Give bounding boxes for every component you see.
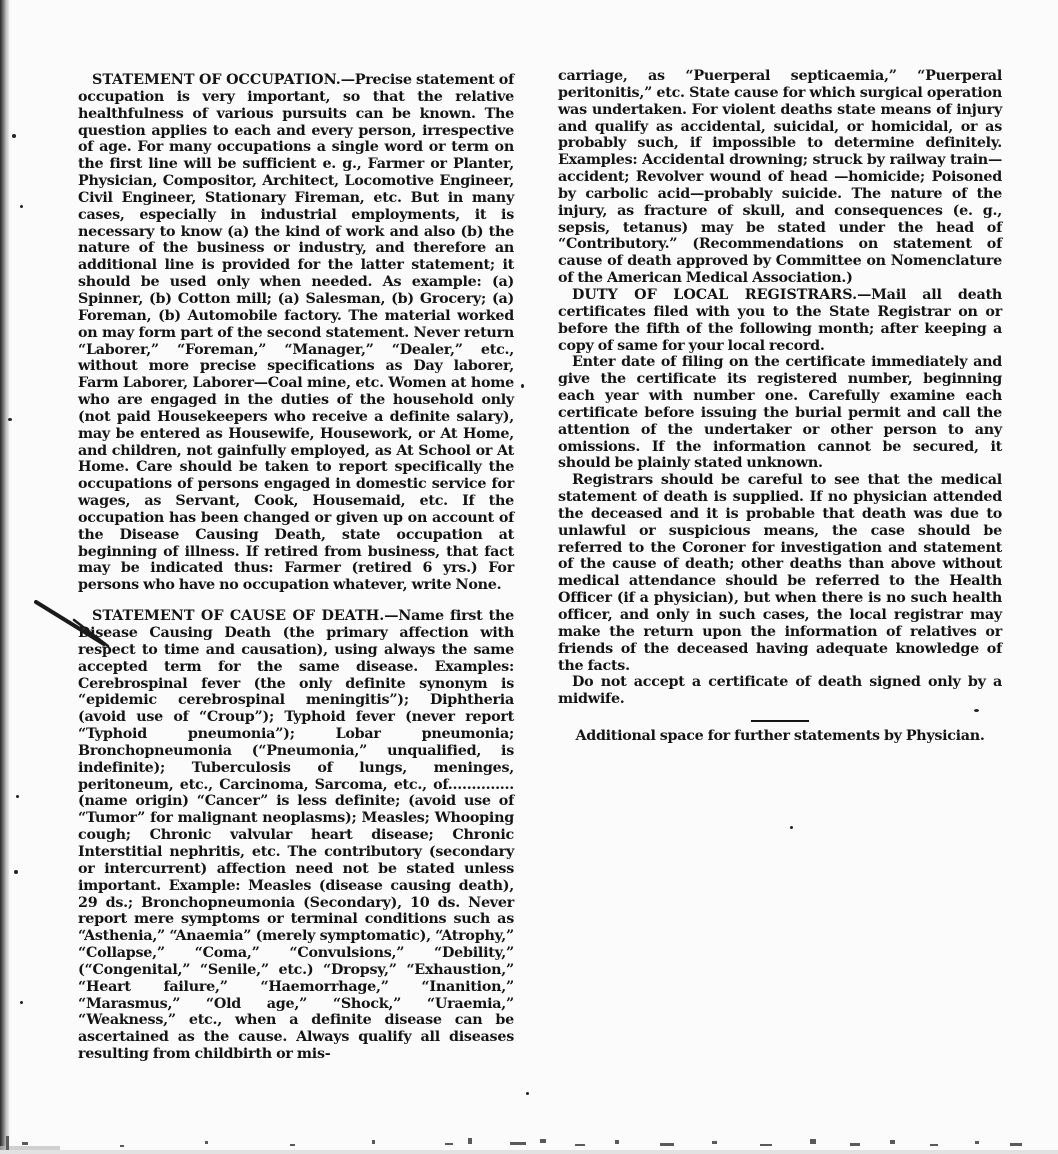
left-text-column bbox=[78, 72, 514, 1063]
pen-mark-arrow-icon bbox=[34, 600, 114, 650]
scan-bottom-noise bbox=[0, 1124, 1058, 1154]
paragraph-gap bbox=[78, 594, 514, 608]
registrars-text: —Mail all death certificates filed with you to the State Registrar on or before the fifth of the following month; after keeping a copy of same for your local record. bbox=[558, 286, 1002, 354]
registrars-heading: DUTY OF LOCAL REGISTRARS. bbox=[572, 286, 858, 303]
cause-continued-paragraph: carriage, as “Puerperal septicaemia,” “Puerperal peritonitis,” etc. State cause for which surgical operation was undertaken. For violent deaths state means of injury and qualify as accidental, suicidal, or homicidal, or as probably such, if impossible to determine definitely. Examples: Accidental drowning; struck by railway train—accident; Revolver wound of head —homicide; Poisoned by carbolic acid—probably suicide. The nature of the injury, as fracture of skull, and consequences (e. g., sepsis, tetanus) may be stated under the head of “Contributory.” (Recommendations on statement of cause of death approved by Committee on Nomenclature of the American Medical Association.) bbox=[558, 68, 1002, 287]
scan-speck bbox=[521, 384, 524, 388]
scan-speck bbox=[20, 205, 23, 208]
scan-speck bbox=[974, 709, 979, 712]
scan-speck bbox=[8, 418, 12, 421]
occupation-heading: STATEMENT OF OCCUPATION. bbox=[92, 72, 341, 88]
occupation-paragraph bbox=[78, 72, 514, 594]
section-divider-rule bbox=[751, 720, 809, 722]
scan-speck bbox=[14, 870, 18, 874]
registrars-paragraph bbox=[558, 287, 1002, 354]
scan-speck bbox=[526, 1092, 529, 1095]
scan-left-edge-shadow bbox=[0, 0, 10, 1154]
cause-of-death-heading: STATEMENT OF CAUSE OF DEATH. bbox=[92, 608, 385, 625]
occupation-text: —Precise statement of occupation is very important, so that the relative healthfulness of various pursuits can be known. The question applies to each and every person, irrespective of age. For many occupations a single word or term on the first line will be sufficient e. g., Farmer or Planter, Physician, Compositor, Architect, Locomotive Engineer, Civil Engineer, Stationary Fireman, etc. But in many cases, especially in industrial employments, it is necessary to know (a) the kind of work and also (b) the nature of the business or industry, and therefore an additional line is provided for the latter statement; it should be used only when needed. As example: (a) Spinner, (b) Cotton mill; (a) Salesman, (b) Grocery; (a) Foreman, (b) Automobile factory. The material worked on may form part of the second statement. Never return “Laborer,” “Foreman,” “Manager,” “Dealer,” etc., without more precise specifications as Day laborer, Farm Laborer, Laborer—Coal mine, etc. Women at home who are engaged in the duties of the household only (not paid Housekeepers who receive a definite salary), may be entered as Housewife, Housework, or At Home, and children, not gainfully employed, as At School or At Home. Care should be taken to report specifically the occupations of persons engaged in domestic service for wages, as Servant, Cook, Housemaid, etc. If the occupation has been changed or given up on account of the Disease Causing Death, state occupation at beginning of illness. If retired from business, that fact may be indicated thus: Farmer (retired 6 yrs.) For persons who have no occupation whatever, write None. bbox=[78, 72, 514, 594]
scan-speck bbox=[790, 826, 793, 829]
cause-of-death-text: —Name first the Disease Causing Death (the primary affection with respect to time and causation), using always the same accepted term for the same disease. Examples: Cerebrospinal fever (the only definite synonym is “epidemic cerebrospinal meningitis”); Diphtheria (avoid use of “Croup”); Typhoid fever (never report “Typhoid pneumonia”); Lobar pneumonia; Bronchopneumonia (“Pneumonia,” unqualified, is indefinite); Tuberculosis of lungs, meninges, peritoneum, etc., Carcinoma, Sarcoma, etc., of.............. (name origin) “Cancer” is less definite; (avoid use of “Tumor” for malignant neoplasms); Measles; Whooping cough; Chronic valvular heart disease; Chronic Interstitial nephritis, etc. The contributory (secondary or intercurrent) affection need not be stated unless important. Example: Measles (disease causing death), 29 ds.; Bronchopneumonia (Secondary), 10 ds. Never report mere symptoms or terminal conditions such as “Asthenia,” “Anaemia” (merely symptomatic), “Atrophy,” “Collapse,” “Coma,” “Convulsions,” “Debility,” (“Congenital,” “Senile,” etc.) “Dropsy,” “Exhaustion,” “Heart failure,” “Haemorrhage,” “Inanition,” “Marasmus,” “Old age,” “Shock,” “Uraemia,” “Weakness,” etc., when a definite disease can be ascertained as the cause. Always qualify all diseases resulting from childbirth or mis- bbox=[78, 608, 515, 1063]
scan-speck bbox=[12, 134, 16, 138]
scan-speck bbox=[20, 1001, 23, 1004]
additional-space-note: Additional space for further statements by Physician. bbox=[575, 728, 985, 745]
midwife-paragraph: Do not accept a certificate of death signed only by a midwife. bbox=[558, 674, 1002, 708]
filing-paragraph: Enter date of filing on the certificate immediately and give the certificate its registered number, beginning each year with number one. Carefully examine each certificate before issuing the burial permit and call the attention of the undertaker or other person to any omissions. If the information cannot be secured, it should be plainly stated unknown. bbox=[558, 354, 1002, 472]
cause-of-death-paragraph bbox=[78, 608, 514, 1063]
scan-speck bbox=[16, 795, 19, 798]
right-text-column bbox=[558, 68, 1002, 745]
medical-statement-paragraph: Registrars should be careful to see that the medical statement of death is supplied. If no physician attended the deceased and it is probable that death was due to unlawful or suspicious means, the case should be referred to the Coroner for investigation and statement of the cause of death; other deaths than above without medical attendance should be referred to the Health Officer (if a physician), but when there is no such health officer, and only in such cases, the local registrar may make the return upon the information of relatives or friends of the deceased having adequate knowledge of the facts. bbox=[558, 472, 1002, 674]
